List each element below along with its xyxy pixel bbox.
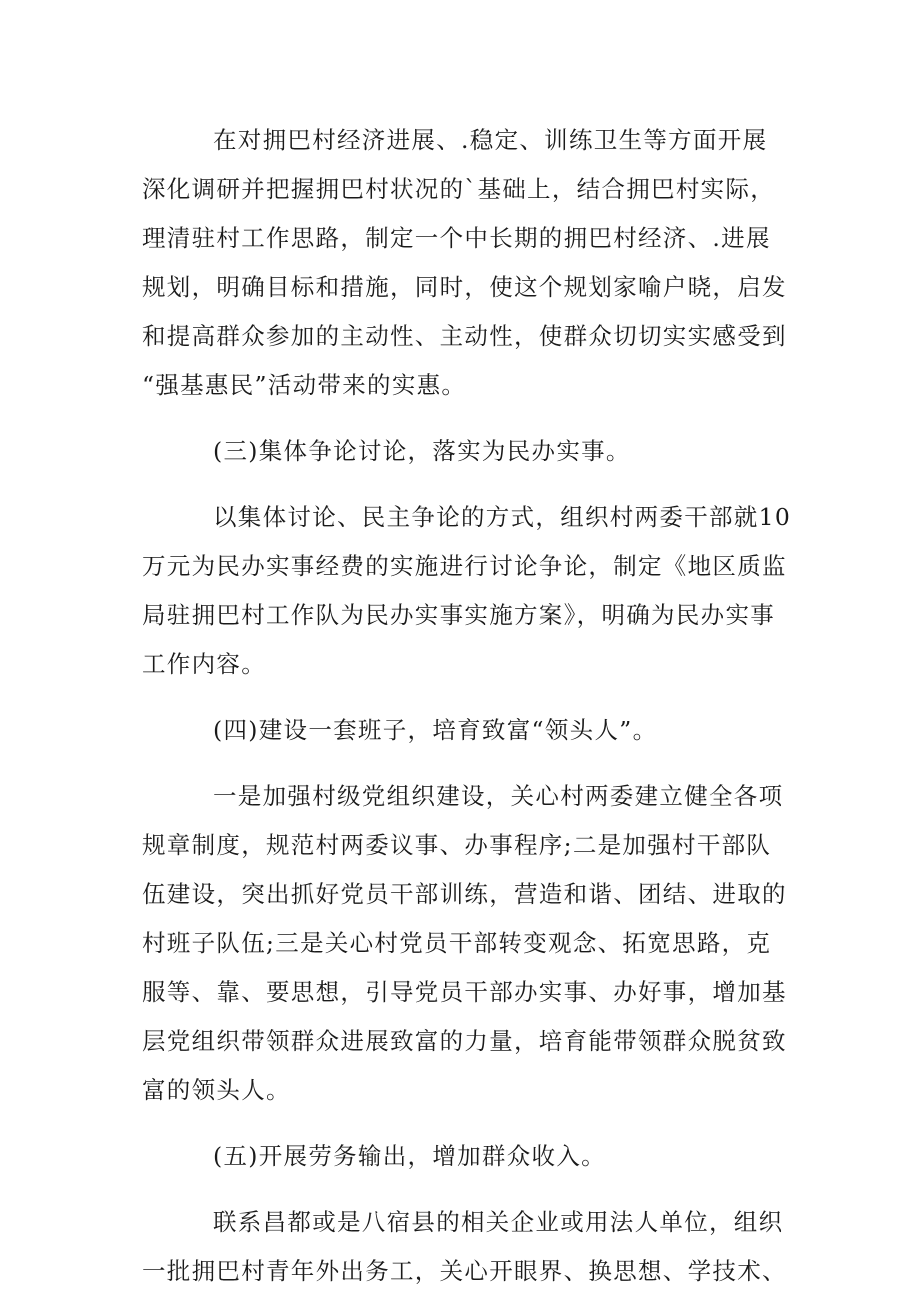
section-heading-5: (五)开展劳务输出，增加群众收入。	[213, 1142, 606, 1170]
paragraph-labor-export	[142, 1198, 802, 1296]
text-line: 联系昌都或是八宿县的相关企业或用法人单位，组织	[213, 1208, 784, 1236]
section-heading-4: (四)建设一套班子，培育致富“领头人”。	[213, 716, 658, 744]
text-line: 在对拥巴村经济进展、.稳定、训练卫生等方面开展	[213, 126, 768, 154]
paragraph-collective-discussion	[142, 493, 802, 689]
text-line: 伍建设，突出抓好党员干部训练，营造和谐、团结、进取的	[142, 880, 787, 908]
paragraph-economic-planning	[142, 116, 802, 410]
section-heading-3: (三)集体争论讨论，落实为民办实事。	[213, 437, 631, 465]
text-line: 局驻拥巴村工作队为民办实事实施方案》，明确为民办实事	[142, 601, 776, 629]
text-line: 村班子队伍;三是关心村党员干部转变观念、拓宽思路，克	[142, 929, 772, 957]
text-line: 一是加强村级党组织建设，关心村两委建立健全各项	[213, 782, 784, 810]
paragraph-party-building	[142, 772, 802, 1115]
text-line: 理清驻村工作思路，制定一个中长期的拥巴村经济、.进展	[142, 224, 771, 252]
text-line: 以集体讨论、民主争论的方式，组织村两委干部就10	[213, 503, 792, 531]
text-line: 深化调研并把握拥巴村状况的`基础上，结合拥巴村实际，	[142, 175, 776, 203]
text-line: 服等、靠、要思想，引导党员干部办实事、办好事，增加基	[142, 978, 787, 1006]
text-line: 和提高群众参加的主动性、主动性，使群众切切实实感受到	[142, 322, 787, 350]
text-line: 规章制度，规范村两委议事、办事程序;二是加强村干部队	[142, 831, 772, 859]
text-line: 一批拥巴村青年外出务工，关心开眼界、换思想、学技术、	[142, 1257, 787, 1285]
text-line: “强基惠民”活动带来的实惠。	[142, 371, 467, 399]
text-line: 工作内容。	[142, 650, 266, 678]
text-line: 规划，明确目标和措施，同时，使这个规划家喻户晓，启发	[142, 273, 787, 301]
text-line: 富的领头人。	[142, 1076, 291, 1104]
text-line: 层党组织带领群众进展致富的力量，培育能带领群众脱贫致	[142, 1027, 787, 1055]
text-line: 万元为民办实事经费的实施进行讨论争论，制定《地区质监	[142, 552, 787, 580]
